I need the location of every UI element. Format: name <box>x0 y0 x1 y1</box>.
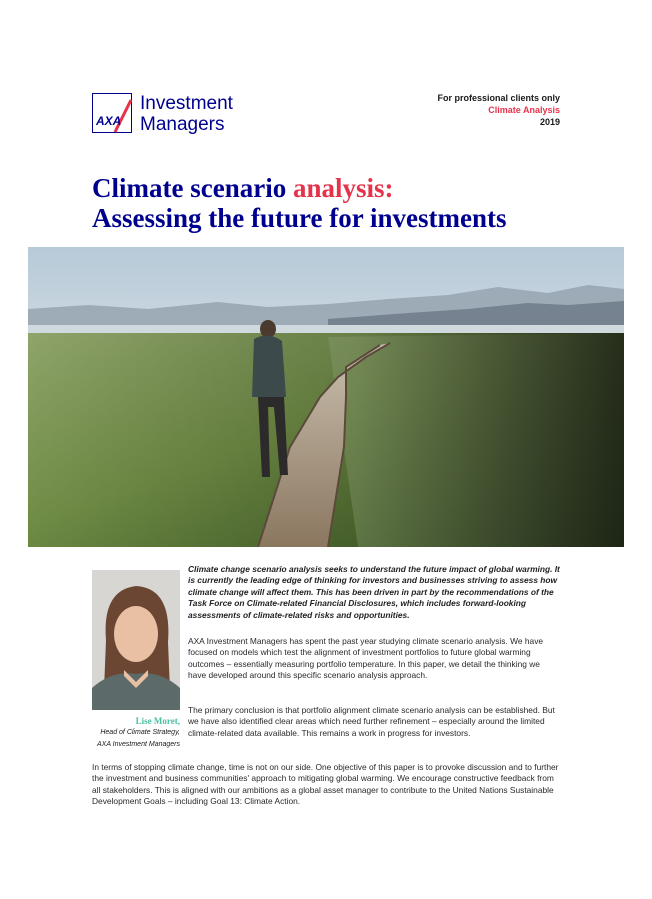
hero-photo-illustration <box>28 247 624 547</box>
body-paragraph-3: In terms of stopping climate change, time is not on our side. One objective of this paper is to provoke discussion and to further the investment and business communities' approach to mitigating global warming. We encourage constructive feedback from all stakeholders. This is aligned with our ambitions as a global asset manager to contribute to the United Nations Sustainable Development Goals – including Goal 13: Climate Action. <box>92 762 559 807</box>
year-label: 2019 <box>539 117 560 127</box>
author-portrait <box>92 570 180 710</box>
body-paragraph-2: The primary conclusion is that portfolio alignment climate scenario analysis can be established. But we have also identified clear areas which need further refinement – especially around the limited climate-related data available. This remains a work in progress for investors. <box>188 705 555 738</box>
axa-logo <box>92 93 252 137</box>
title-accent: analysis: <box>292 173 394 203</box>
category-label: Climate Analysis <box>488 105 560 115</box>
logo-line1: Investment <box>140 93 233 114</box>
document-meta <box>437 92 560 128</box>
axa-logo-mark <box>92 93 132 133</box>
author-name: Lise Moret, <box>135 716 180 726</box>
author-portrait-illustration <box>92 570 180 710</box>
author-role-line2: AXA Investment Managers <box>96 741 180 748</box>
axa-mark-text: AXA <box>96 114 122 128</box>
intro-paragraph: Climate change scenario analysis seeks to understand the future impact of global warming. It is currently the leading edge of thinking for investors and businesses striving to assess how climate change will affect them. This has been driven in part by the recommendations of the Task Force on Climate-related Financial Disclosures, which includes forward-looking assessments of climate-related risks and opportunities. <box>188 564 560 620</box>
author-role-line1: Head of Climate Strategy, <box>100 729 180 736</box>
hero-photo <box>28 247 624 547</box>
logo-wordmark <box>140 93 233 135</box>
page-title <box>92 173 592 233</box>
title-line2: Assessing the future for investments <box>92 203 507 233</box>
audience-label: For professional clients only <box>437 93 560 103</box>
logo-line2: Managers <box>140 114 225 135</box>
title-part1: Climate scenario <box>92 173 293 203</box>
author-caption <box>60 715 180 751</box>
body-paragraph-1: AXA Investment Managers has spent the past year studying climate scenario analysis. We have focused on models which test the alignment of investment portfolios to future global warming outcomes – essentially measuring portfolio temperature. In this paper, we detail the thinking we have developed around this specific scenario analysis approach. <box>188 636 544 681</box>
